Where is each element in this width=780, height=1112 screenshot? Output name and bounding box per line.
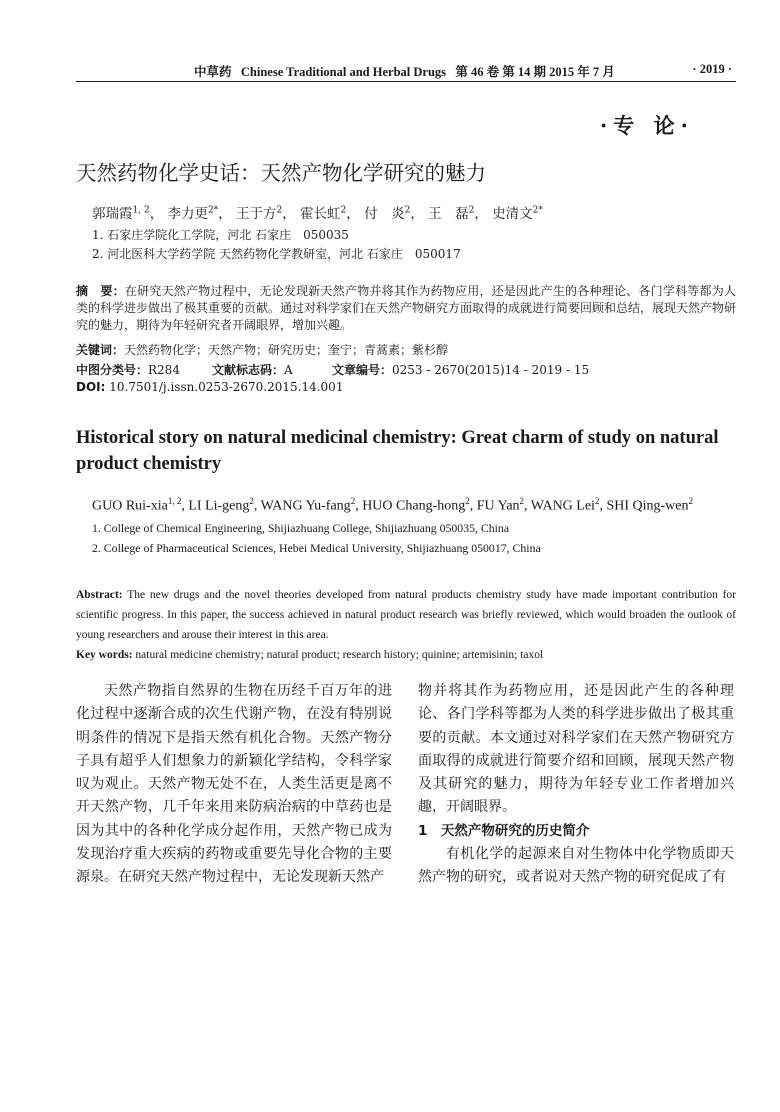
author-name: 王 磊 bbox=[428, 206, 469, 222]
abstract-label: 摘 要： bbox=[76, 284, 125, 298]
english-affiliation-2: 2. College of Pharmaceutical Sciences, Hebei Medical University, Shijiazhuang 050017, China bbox=[92, 541, 541, 555]
author-sup: 2 bbox=[468, 205, 475, 216]
author-sup: 1, 2 bbox=[167, 496, 182, 506]
english-affiliation-1: 1. College of Chemical Engineering, Shijiazhuang College, Shijiazhuang 050035, China bbox=[92, 521, 510, 535]
body-paragraph: 天然产物指自然界的生物在历经千百万年的进化过程中逐渐合成的次生代谢产物，在没有特别说明条件的情况下是指天然有机化合物。天然产物分子具有超乎人们想象力的新颖化学结构，令科学家叹为观止。天然产物无处不在，人类生活更是离不开天然产物，几千年来用来防病治病的中草药也是因为其中的各种化学成分起作用，天然产物已成为发现治疗重大疾病的药物或重要先导化合物的主要源泉。在研究天然产物过程中，无论发现新天然产 bbox=[76, 683, 392, 886]
doi-label: DOI: bbox=[76, 380, 106, 394]
page-number: · 2019 · bbox=[692, 62, 732, 76]
author-name: 史清文 bbox=[492, 206, 533, 222]
journal-header-info bbox=[194, 62, 615, 80]
body-paragraph: 有机化学的起源来自对生物体中化学物质即天然产物的研究，或者说对天然产物的研究促成了有 bbox=[418, 846, 734, 886]
author-name: 霍长虹 bbox=[300, 206, 341, 222]
author-sup: 2 bbox=[249, 496, 254, 506]
body-paragraph: 物并将其作为药物应用，还是因此产生的各种理论、各门学科等都为人类的科学进步做出了极其重要的贡献。本文通过对科学家们在天然产物研究方面取得的成就进行简要介绍和回顾，展现天然产物及其研究的魅力，期待为年轻专业工作者增加兴趣，开阔眼界。 bbox=[418, 683, 734, 816]
author-name: 李力更 bbox=[167, 206, 208, 222]
article-number bbox=[332, 361, 589, 378]
author-sup: 2* bbox=[207, 205, 219, 216]
body-column-left bbox=[76, 680, 392, 890]
article-no-label: 文章编号： bbox=[332, 363, 393, 377]
author-sup: 2 bbox=[276, 205, 283, 216]
english-abstract-body bbox=[76, 585, 736, 645]
author-name: SHI Qing-wen bbox=[606, 498, 689, 514]
author-sup: 2 bbox=[688, 496, 693, 506]
doi-line bbox=[76, 380, 343, 394]
classification-line bbox=[76, 361, 180, 378]
clc-value: R284 bbox=[148, 363, 180, 377]
keywords-label: Key words: bbox=[76, 649, 133, 661]
author-sup: 2 bbox=[519, 496, 525, 506]
author-sup: 2* bbox=[532, 205, 543, 216]
abstract-text: The new drugs and the novel theories developed from natural products chemistry study have made important contribution for scientific progress. In this paper, the success achieved in natural product research was briefly reviewed, which would broaden the outlook of young researchers and arouse their interest in this area. bbox=[76, 589, 737, 641]
author-sup: 1, 2 bbox=[132, 205, 150, 216]
keywords-label: 关键词： bbox=[76, 343, 125, 357]
keywords-text: 天然药物化学；天然产物；研究历史；奎宁；青蒿素；紫杉醇 bbox=[124, 343, 449, 357]
clc-label: 中图分类号： bbox=[76, 363, 149, 377]
author-name: 付 炎 bbox=[364, 206, 405, 222]
author-name: 王于方 bbox=[236, 206, 277, 222]
doc-code bbox=[212, 361, 293, 378]
author-name: FU Yan bbox=[476, 498, 520, 514]
english-abstract bbox=[76, 585, 736, 665]
english-keywords bbox=[76, 645, 736, 665]
author-name: HUO Chang-hong bbox=[362, 498, 466, 514]
english-authors: GUO Rui-xia$^{1, 2}$, LI Li-geng$^2$, WANG Yu-fang$^2$, HUO Chang-hong$^2$, FU Yan$^2$, WANG Lei$^2$, SHI Qing-wen$^2$ bbox=[92, 496, 693, 514]
author-name: 郭瑞霞 bbox=[92, 206, 133, 222]
chinese-title: 天然药物化学史话：天然产物化学研究的魅力 bbox=[76, 161, 486, 185]
english-title: Historical story on natural medicinal chemistry: Great charm of study on natural product chemistry bbox=[76, 428, 719, 474]
abstract-label: Abstract: bbox=[76, 589, 123, 601]
author-sup: 2 bbox=[594, 496, 600, 506]
journal-issue: 第 46 卷 第 14 期 2015 年 7 月 bbox=[455, 65, 615, 79]
doccode-value: A bbox=[284, 363, 293, 377]
section-tag: ·专 论· bbox=[600, 113, 694, 138]
chinese-abstract bbox=[76, 283, 736, 334]
author-sup: 2 bbox=[465, 496, 470, 506]
chinese-affiliation-2: 2. 河北医科大学药学院 天然药物化学教研室，河北 石家庄 050017 bbox=[92, 247, 461, 261]
journal-name-en: Chinese Traditional and Herbal Drugs bbox=[240, 65, 447, 79]
abstract-text: 在研究天然产物过程中，无论发现新天然产物并将其作为药物应用，还是因此产生的各种理论、各门学科等都为人类的科学进步做出了极其重要的贡献。通过对科学家们在天然产物研究方面取得的成就进行简要回顾和总结，展现天然产物研究的魅力，期待为年轻研究者开阔眼界，增加兴趣。 bbox=[76, 284, 737, 332]
journal-name-cn: 中草药 bbox=[194, 65, 232, 79]
keywords-text: natural medicine chemistry; natural product; research history; quinine; artemisinin; taxol bbox=[135, 649, 544, 661]
author-name: WANG Lei bbox=[530, 498, 595, 514]
chinese-keywords bbox=[76, 341, 448, 358]
author-name: GUO Rui-xia bbox=[92, 498, 168, 514]
chinese-authors: 郭瑞霞$^{1, 2}$， 李力更$^{2*}$， 王于方$^2$， 霍长虹$^2$， 付 炎$^2$， 王 磊$^2$， 史清文$^{2*}$ bbox=[92, 205, 543, 222]
section-heading: 1 天然产物研究的历史简介 bbox=[418, 822, 590, 839]
header-divider bbox=[76, 81, 736, 82]
chinese-affiliation-1: 1. 石家庄学院化工学院，河北 石家庄 050035 bbox=[92, 228, 349, 242]
doi-value[interactable]: 10.7501/j.issn.0253-2670.2015.14.001 bbox=[109, 380, 344, 394]
author-name: LI Li-geng bbox=[188, 498, 250, 514]
doccode-label: 文献标志码： bbox=[212, 363, 285, 377]
body-column-right bbox=[418, 680, 734, 890]
article-no-value: 0253 - 2670(2015)14 - 2019 - 15 bbox=[392, 363, 590, 377]
author-sup: 2 bbox=[404, 205, 411, 216]
author-name: WANG Yu-fang bbox=[260, 498, 351, 514]
author-sup: 2 bbox=[350, 496, 356, 506]
running-header bbox=[76, 60, 736, 80]
author-sup: 2 bbox=[340, 205, 347, 216]
